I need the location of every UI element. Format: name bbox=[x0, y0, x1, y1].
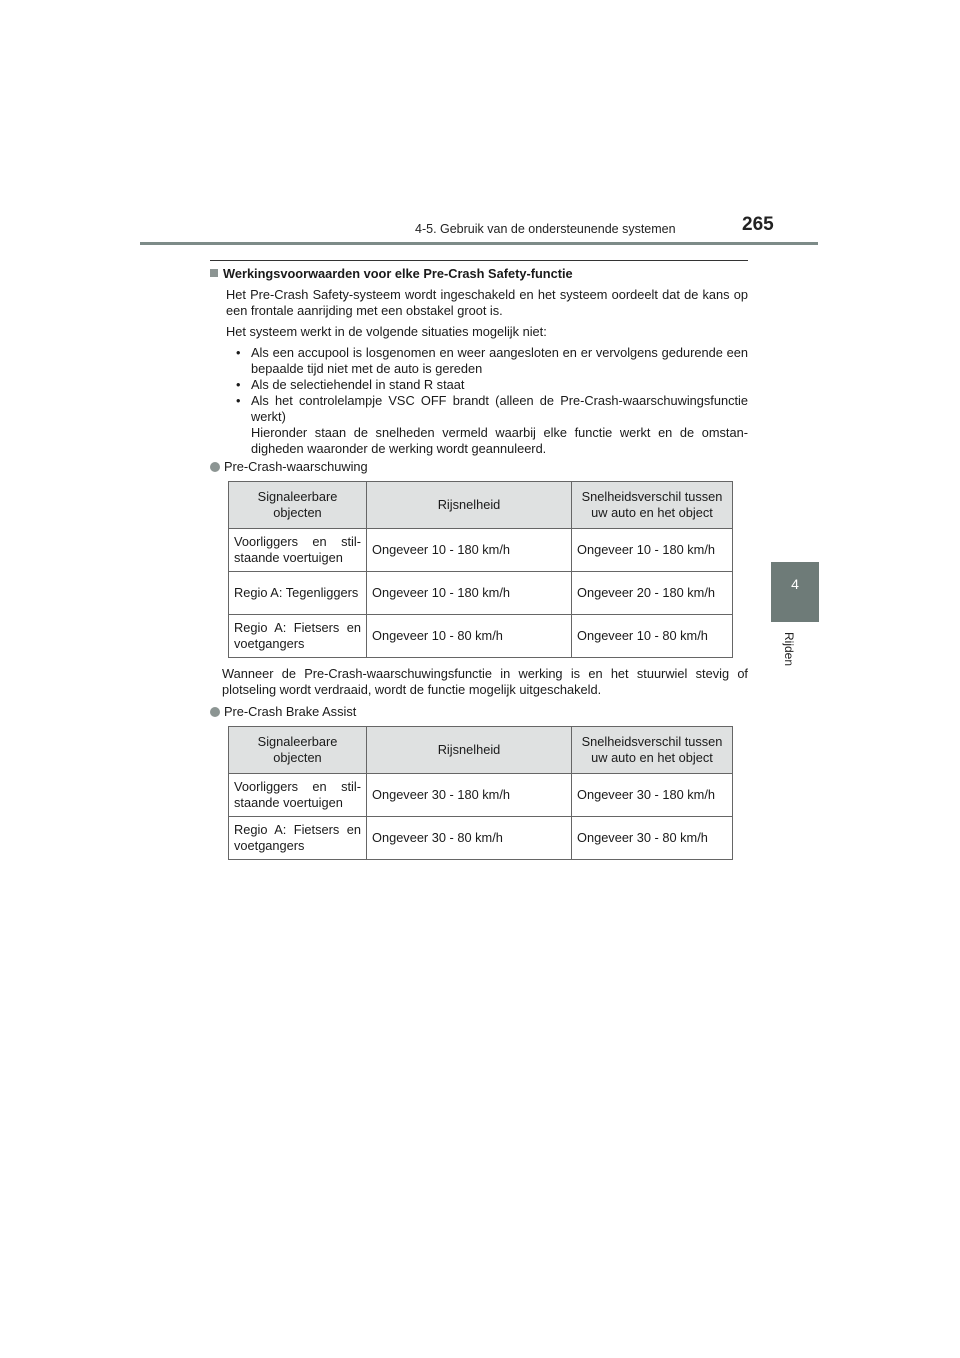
list-item-text: Als het controlelampje VSC OFF brandt (alleen de Pre-Crash-waarschuwingsfunctie werkt) bbox=[251, 393, 748, 424]
table-row bbox=[229, 615, 733, 658]
table-header-cell: Rijsnelheid bbox=[367, 727, 572, 774]
table-header-cell: Signaleerbare objecten bbox=[229, 482, 367, 529]
table-cell: Ongeveer 10 - 180 km/h bbox=[572, 529, 733, 572]
list-item bbox=[236, 345, 748, 377]
page-content bbox=[210, 266, 748, 860]
table-header-cell: Signaleerbare objecten bbox=[229, 727, 367, 774]
header-rule bbox=[140, 242, 818, 245]
table-cell: Ongeveer 30 - 80 km/h bbox=[367, 817, 572, 860]
table-cell: Ongeveer 10 - 80 km/h bbox=[367, 615, 572, 658]
table-row bbox=[229, 774, 733, 817]
table-cell: Regio A: Tegenliggers bbox=[229, 572, 367, 615]
table-header-cell: Snelheidsverschil tussen uw auto en het object bbox=[572, 727, 733, 774]
table-cell: Regio A: Fietsers en voetgangers bbox=[229, 817, 367, 860]
chapter-label: Rijden bbox=[782, 632, 796, 667]
table-row bbox=[229, 817, 733, 860]
table-cell: Ongeveer 20 - 180 km/h bbox=[572, 572, 733, 615]
page-number: 265 bbox=[742, 214, 774, 235]
table-header-row bbox=[229, 727, 733, 774]
paragraph: Het Pre-Crash Safety-systeem wordt ingeschakeld en het systeem oordeelt dat de kans op een frontale aanrijding met een obstakel groot is. bbox=[226, 287, 748, 318]
circle-bullet-icon bbox=[210, 707, 220, 717]
table-cell: Ongeveer 10 - 180 km/h bbox=[367, 572, 572, 615]
table-header-cell: Snelheidsverschil tussen uw auto en het object bbox=[572, 482, 733, 529]
table-cell: Ongeveer 10 - 180 km/h bbox=[367, 529, 572, 572]
table-cell: Voorliggers en stilstaande voertuigen bbox=[229, 774, 367, 817]
table-row bbox=[229, 572, 733, 615]
paragraph: Wanneer de Pre-Crash-waarschuwingsfunctie in werking is en het stuurwiel stevig of plotseling wordt verdraaid, wordt de functie mogelijk uitgeschakeld. bbox=[222, 666, 748, 697]
section-heading-text: Werkingsvoorwaarden voor elke Pre-Crash Safety-functie bbox=[223, 266, 573, 281]
subheading bbox=[210, 459, 748, 475]
table-cell: Ongeveer 10 - 80 km/h bbox=[572, 615, 733, 658]
bullet-list bbox=[236, 345, 748, 457]
table-cell: Ongeveer 30 - 80 km/h bbox=[572, 817, 733, 860]
table-header-cell: Rijsnelheid bbox=[367, 482, 572, 529]
section-title: 4-5. Gebruik van de ondersteunende systemen bbox=[415, 222, 676, 236]
subheading-text: Pre-Crash Brake Assist bbox=[224, 704, 357, 719]
circle-bullet-icon bbox=[210, 462, 220, 472]
section-heading bbox=[210, 266, 748, 282]
table-header-row bbox=[229, 482, 733, 529]
list-item-note: Hieronder staan de snelheden vermeld waarbij elke functie werkt en de omstandigheden waaronder de werking wordt geannuleerd. bbox=[251, 425, 748, 456]
list-item bbox=[236, 377, 748, 393]
paragraph: Het systeem werkt in de volgende situaties mogelijk niet: bbox=[226, 324, 547, 339]
list-item-text: Als de selectiehendel in stand R staat bbox=[251, 377, 465, 392]
table-cell: Voorliggers en stilstaande voertuigen bbox=[229, 529, 367, 572]
table-cell: Ongeveer 30 - 180 km/h bbox=[367, 774, 572, 817]
chapter-tab: 4 bbox=[771, 562, 819, 620]
subheading bbox=[210, 704, 748, 720]
list-item bbox=[236, 393, 748, 457]
pre-crash-brake-assist-table bbox=[228, 726, 733, 860]
square-bullet-icon bbox=[210, 269, 218, 277]
list-item-text: Als een accupool is losgenomen en weer aangesloten en er vervolgens gedurende een bepaalde tijd niet met de auto is gereden bbox=[251, 345, 748, 376]
content-top-rule bbox=[210, 260, 748, 261]
table-row bbox=[229, 529, 733, 572]
table-cell: Ongeveer 30 - 180 km/h bbox=[572, 774, 733, 817]
subheading-text: Pre-Crash-waarschuwing bbox=[224, 459, 368, 474]
pre-crash-warning-table bbox=[228, 481, 733, 658]
chapter-tab-divider bbox=[771, 620, 819, 622]
table-cell: Regio A: Fietsers en voetgangers bbox=[229, 615, 367, 658]
